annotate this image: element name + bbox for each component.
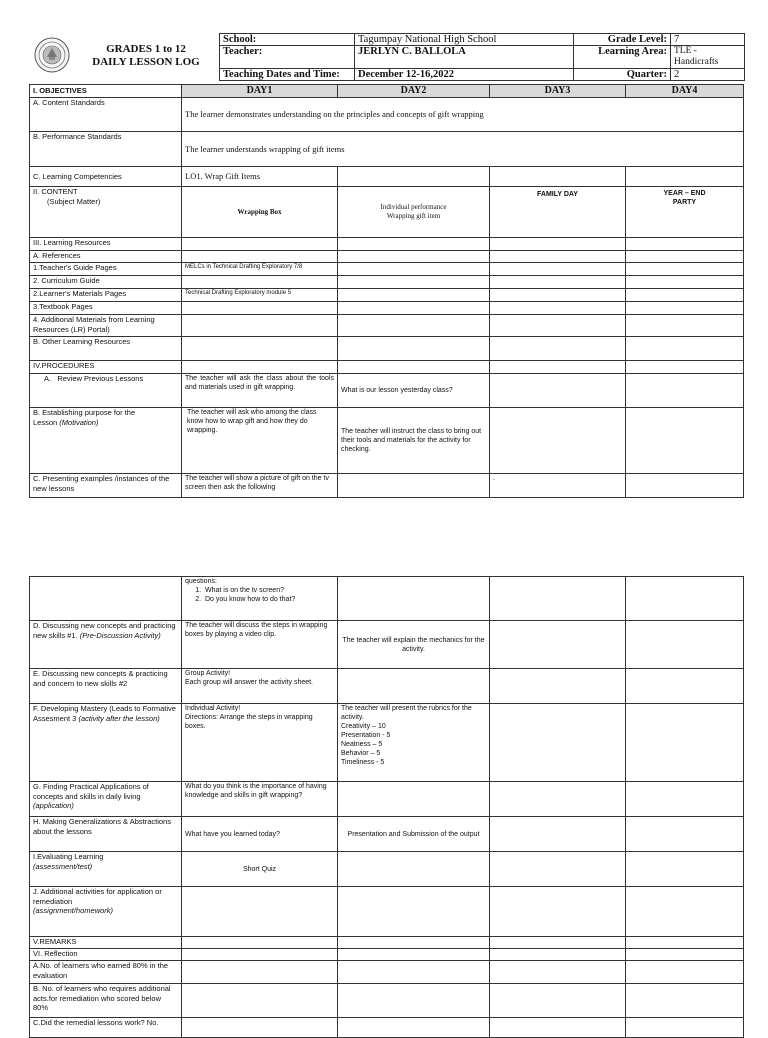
presenting-day1: The teacher will show a picture of gift on the tv screen then ask the following bbox=[182, 474, 338, 498]
school-value: Tagumpay National High School bbox=[355, 34, 574, 46]
rubric-item: Creativity – 10 bbox=[341, 723, 386, 730]
rubric-item: Neatness – 5 bbox=[341, 741, 383, 748]
purpose-day1: The teacher will ask who among the class know how to wrap gift and how they do wrapping. bbox=[182, 408, 338, 474]
evaluating-italic: (assessment/test) bbox=[33, 861, 93, 871]
discussing1-day2: The teacher will explain the mechanics for the activity. bbox=[338, 621, 490, 669]
lesson-log-table-page1 bbox=[29, 84, 744, 498]
textbook-pages-label: 3.Textbook Pages bbox=[30, 302, 182, 315]
discussing2-day1-line2: Each group will answer the activity sheet. bbox=[185, 679, 314, 686]
learning-resources-label: III. Learning Resources bbox=[30, 238, 182, 251]
question-item: 1. What is on the tv screen? bbox=[203, 586, 334, 595]
references-label: A. References bbox=[30, 251, 182, 263]
content-label: II. CONTENT bbox=[33, 187, 78, 196]
content-day1: Wrapping Box bbox=[182, 187, 338, 238]
additional-materials-line2: Resources (LR) Portal) bbox=[33, 324, 110, 334]
rubric-item: Presentation - 5 bbox=[341, 732, 391, 739]
discussing2-label: E. Discussing new concepts & practicing and concern to new skills #2 bbox=[30, 669, 182, 704]
content-day4-line2: PARTY bbox=[672, 199, 697, 206]
procedures-label: IV.PROCEDURES bbox=[30, 361, 182, 374]
question-item: 2. Do you know how to do that? bbox=[203, 595, 334, 604]
grade-level-value: 7 bbox=[671, 34, 745, 46]
generalizations-day1: What have you learned today? bbox=[182, 817, 338, 852]
practical-italic: (application) bbox=[33, 801, 74, 810]
presenting-label: C. Presenting examples /instances of the new lessons bbox=[30, 474, 182, 498]
teacher-label: Teacher: bbox=[220, 46, 355, 69]
practical-day1: What do you think is the importance of having knowledge and skills in gift wrapping? bbox=[182, 782, 338, 817]
mastery-day2-line1: The teacher will present the rubrics for the activity. bbox=[341, 705, 472, 721]
content-day4-line1: YEAR – END bbox=[663, 190, 706, 197]
content-day2-line1: Individual performance bbox=[380, 203, 447, 211]
rubric-item: Timeliness - 5 bbox=[341, 759, 385, 766]
presenting-day3: . bbox=[490, 474, 626, 498]
reflection-a-label: A.No. of learners who earned 80% in the evaluation bbox=[30, 961, 182, 984]
content-standards-text: The learner demonstrates understanding on the principles and concepts of gift wrapping bbox=[182, 98, 744, 132]
quarter-value: 2 bbox=[671, 69, 745, 81]
reflection-label: VI. Reflection bbox=[30, 949, 182, 961]
question-list bbox=[185, 586, 334, 604]
purpose-label-line2: Lesson bbox=[33, 417, 58, 427]
purpose-label-line1: B. Establishing purpose for the bbox=[33, 408, 136, 417]
other-resources-label: B. Other Learning Resources bbox=[30, 337, 182, 361]
review-lessons-label: A. Review Previous Lessons bbox=[30, 374, 182, 408]
practical-label: G. Finding Practical Applications of concepts and skills in daily living bbox=[33, 782, 149, 801]
mastery-italic: (activity after the lesson) bbox=[78, 713, 160, 723]
deped-seal-logo bbox=[34, 37, 70, 73]
day4-header: DAY4 bbox=[626, 85, 744, 98]
curriculum-guide-label: 2. Curriculum Guide bbox=[30, 276, 182, 289]
day1-header: DAY1 bbox=[182, 85, 338, 98]
learning-competencies-text: LO1. Wrap Gift Items bbox=[182, 167, 338, 187]
mastery-day1-line1: Individual Activity! bbox=[185, 705, 241, 712]
questions-label: questions: bbox=[185, 578, 217, 585]
teacher-value: JERLYN C. BALLOLA bbox=[355, 46, 574, 69]
additional-activities-label: J. Additional activities for application or remediation bbox=[33, 887, 162, 906]
generalizations-label: H. Making Generalizations & Abstractions about the lessons bbox=[30, 817, 182, 852]
day2-header: DAY2 bbox=[338, 85, 490, 98]
additional-materials-line1: 4. Additional Materials from Learning bbox=[33, 315, 155, 324]
additional-activities-italic: (assignment/homework) bbox=[33, 906, 114, 915]
page-title: GRADES 1 to 12 DAILY LESSON LOG bbox=[92, 43, 200, 68]
discussing1-italic: (Pre-Discussion Activity) bbox=[79, 630, 161, 640]
quarter-label: Quarter: bbox=[574, 69, 671, 81]
objectives-heading: I. OBJECTIVES bbox=[30, 85, 182, 98]
review-day2: What is our lesson yesterday class? bbox=[338, 374, 490, 408]
lesson-log-table-page2 bbox=[29, 576, 744, 1038]
review-day1: The teacher will ask the class about the tools and materials used in gift wrapping. bbox=[182, 374, 338, 408]
learning-area-label: Learning Area: bbox=[574, 46, 671, 69]
subject-matter-label: (Subject Matter) bbox=[47, 196, 101, 206]
performance-standards-text: The learner understands wrapping of gift items bbox=[182, 132, 744, 167]
reflection-c-label: C.Did the remedial lessons work? No. bbox=[30, 1018, 182, 1038]
reflection-b-label: B. No. of learners who requires additional acts.for remediation who scored below 80% bbox=[30, 984, 182, 1018]
mastery-day1-line2: Directions: Arrange the steps in wrapping boxes. bbox=[185, 714, 313, 730]
content-day2-line2: Wrapping gift item bbox=[386, 212, 441, 220]
learning-competencies-label: C. Learning Competencies bbox=[30, 167, 182, 187]
generalizations-day2: Presentation and Submission of the output bbox=[338, 817, 490, 852]
evaluating-day1: Short Quiz bbox=[182, 852, 338, 887]
learners-materials-text: Technical Drafting Exploratory module 5 bbox=[182, 289, 338, 302]
evaluating-label: I.Evaluating Learning bbox=[33, 852, 104, 861]
learners-materials-label: 2.Learner's Materials Pages bbox=[30, 289, 182, 302]
day3-header: DAY3 bbox=[490, 85, 626, 98]
discussing1-label: D. Discussing new concepts and practicing new skills #1. bbox=[33, 621, 176, 640]
mastery-label: F. Developing Mastery (Leads to Formative Assesment 3 bbox=[33, 704, 176, 723]
header-info-table bbox=[219, 33, 745, 81]
discussing2-day1-line1: Group Activity! bbox=[185, 670, 231, 677]
teachers-guide-text: MELCs in Technical Drafting Exploratory 7/8 bbox=[182, 263, 338, 276]
rubric-item: Behavior – 5 bbox=[341, 750, 381, 757]
purpose-label-italic: (Motivation) bbox=[59, 417, 99, 427]
learning-area-value: TLE - Handicrafts bbox=[671, 46, 745, 69]
content-day3: FAMILY DAY bbox=[490, 187, 626, 238]
dates-label: Teaching Dates and Time: bbox=[220, 69, 355, 81]
discussing1-day1: The teacher will discuss the steps in wrapping boxes by playing a video clip. bbox=[182, 621, 338, 669]
school-label: School: bbox=[220, 34, 355, 46]
content-standards-label: A. Content Standards bbox=[30, 98, 182, 132]
remarks-label: V.REMARKS bbox=[30, 937, 182, 949]
teachers-guide-label: 1.Teacher's Guide Pages bbox=[30, 263, 182, 276]
purpose-day2: The teacher will instruct the class to bring out their tools and materials for the activity for checking. bbox=[338, 408, 490, 474]
dates-value: December 12-16,2022 bbox=[355, 69, 574, 81]
performance-standards-label: B. Performance Standards bbox=[30, 132, 182, 167]
grade-level-label: Grade Level: bbox=[574, 34, 671, 46]
